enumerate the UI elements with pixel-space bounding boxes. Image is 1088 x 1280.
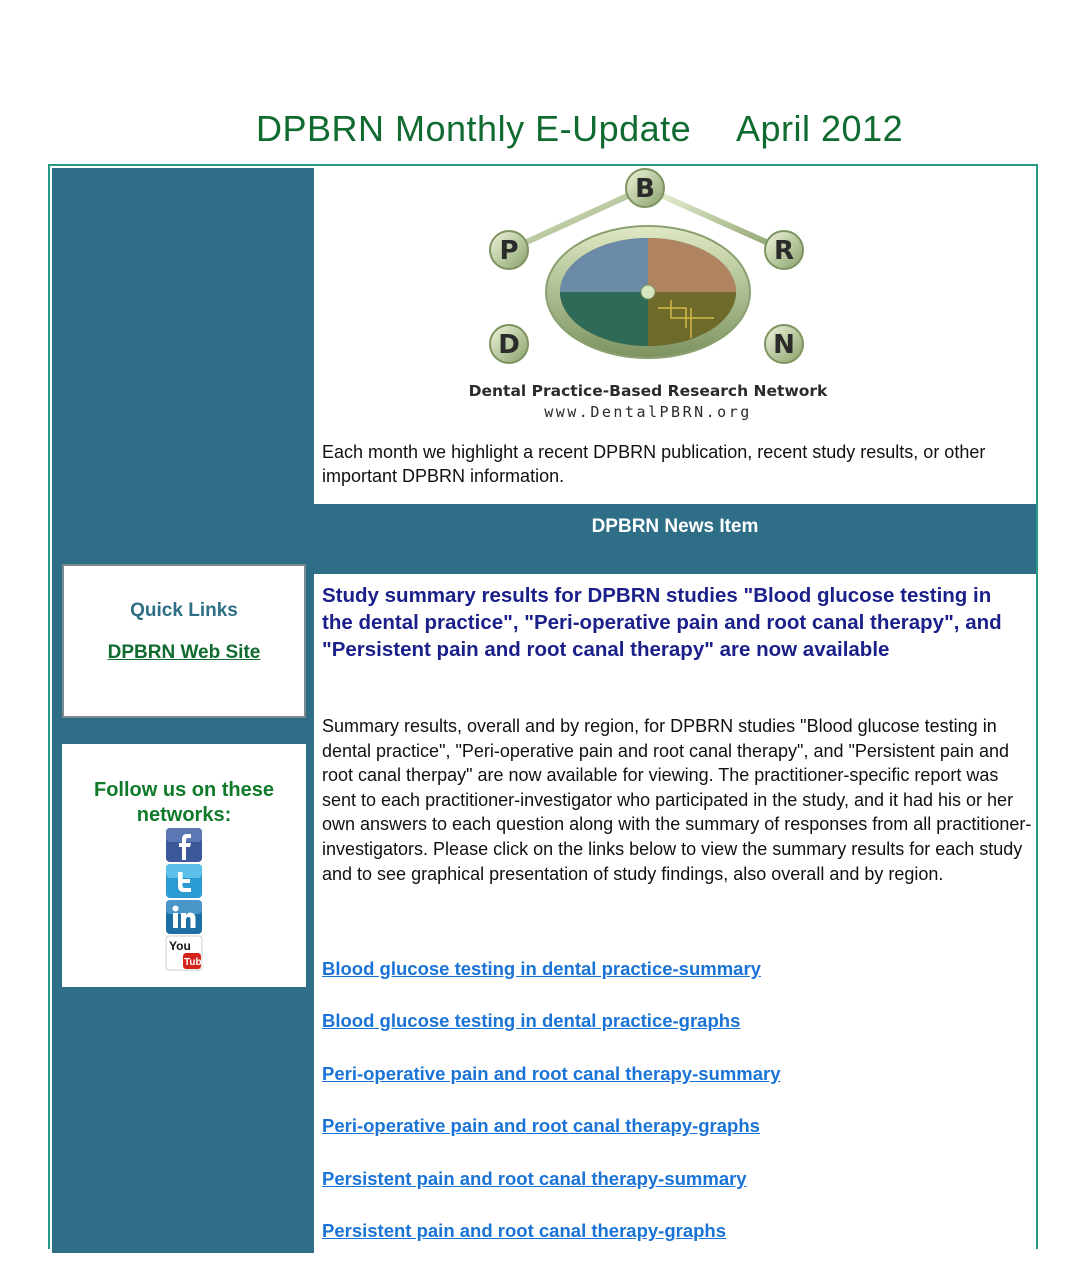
- svg-text:Tube: Tube: [184, 957, 208, 968]
- svg-text:Dental Practice-Based Research: Dental Practice-Based Research Network: [468, 382, 828, 400]
- sidebar: [52, 168, 314, 1253]
- blood-glucose-summary-link[interactable]: Blood glucose testing in dental practice-summary: [322, 958, 761, 979]
- svg-text:D: D: [498, 330, 520, 360]
- svg-text:You: You: [169, 939, 191, 953]
- svg-text:B: B: [635, 174, 655, 204]
- peri-operative-summary-link[interactable]: Peri-operative pain and root canal therapy-summary: [322, 1063, 781, 1084]
- newsletter-date: April 2012: [736, 108, 904, 149]
- news-headline: Study summary results for DPBRN studies "Blood glucose testing in the dental practice", "Peri-operative pain and root canal therapy", and "Persistent pain and root canal therapy" are now available: [322, 584, 1002, 661]
- intro-text: Each month we highlight a recent DPBRN publication, recent study results, or other important DPBRN information.: [322, 442, 986, 486]
- follow-box: [62, 744, 306, 987]
- main-content: [314, 168, 1036, 1253]
- svg-text:R: R: [773, 236, 795, 266]
- dpbrn-logo: [468, 168, 828, 428]
- twitter-icon[interactable]: [166, 864, 202, 898]
- news-body: Summary results, overall and by region, for DPBRN studies "Blood glucose testing in dental practice", "Peri-operative pain and root canal therapy", and "Persistent pain and root canal therpay" are now available for viewing. The practitioner-specific report was sent to each practitioner-investigator who participated in the study, and it had his or her own answers to each question along with the summary of responses from all practitioner-investigators. Please click on the links below to view the summary results for each study and to see graphical presentation of study findings, also overall and by region.: [322, 716, 1032, 884]
- persistent-pain-summary-link[interactable]: Persistent pain and root canal therapy-summary: [322, 1168, 747, 1189]
- peri-operative-graphs-link[interactable]: Peri-operative pain and root canal therapy-graphs: [322, 1115, 760, 1136]
- facebook-icon[interactable]: [166, 828, 202, 862]
- linkedin-icon[interactable]: [166, 900, 202, 934]
- quick-links-box: [62, 564, 306, 718]
- quick-links-title: Quick Links: [130, 600, 238, 621]
- blood-glucose-graphs-link[interactable]: Blood glucose testing in dental practice-graphs: [322, 1010, 741, 1031]
- dpbrn-website-link[interactable]: DPBRN Web Site: [107, 642, 261, 663]
- svg-text:N: N: [773, 330, 795, 360]
- svg-text:P: P: [499, 236, 519, 266]
- news-item-bar: [314, 504, 1036, 574]
- follow-title: Follow us on these networks:: [93, 779, 274, 826]
- newsletter-title: DPBRN Monthly E-Update: [256, 108, 692, 149]
- persistent-pain-graphs-link[interactable]: Persistent pain and root canal therapy-graphs: [322, 1220, 727, 1241]
- newsletter-frame: [48, 164, 1038, 1249]
- youtube-icon[interactable]: [166, 936, 208, 970]
- news-item-title: DPBRN News Item: [591, 516, 759, 537]
- svg-text:www.DentalPBRN.org: www.DentalPBRN.org: [544, 403, 752, 421]
